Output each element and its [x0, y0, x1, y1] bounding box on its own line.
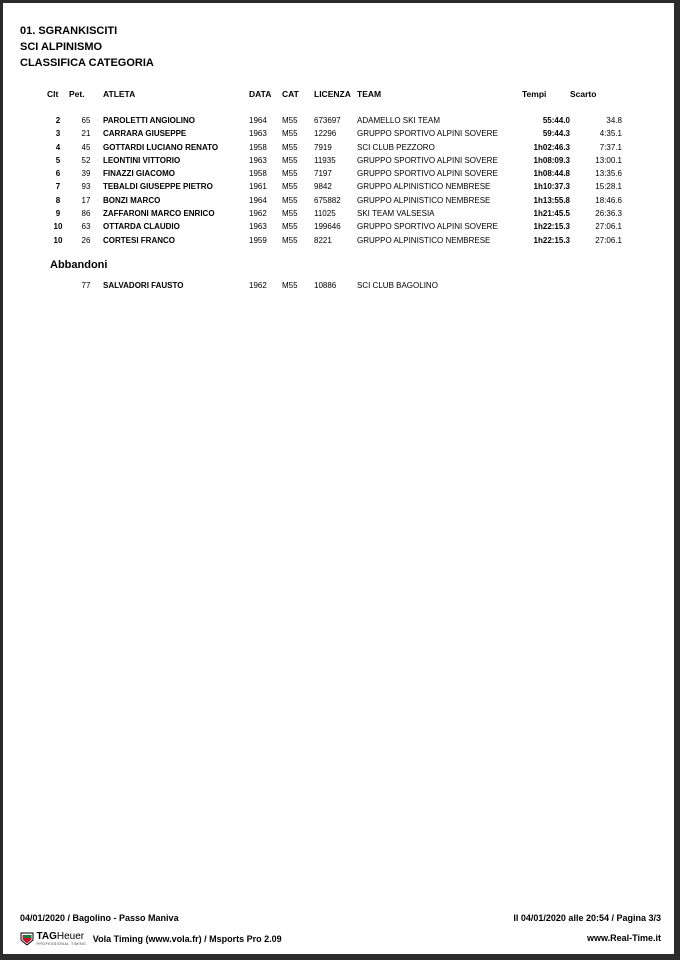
cell-team: GRUPPO ALPINISTICO NEMBRESE [357, 182, 491, 192]
cell-tempi: 1h08:44.8 [533, 169, 570, 179]
cell-scarto: 13:00.1 [595, 155, 622, 165]
cell-licenza: 12296 [314, 129, 337, 139]
cell-data: 1961 [249, 182, 267, 192]
footer-line-2 [20, 931, 661, 946]
cell-tempi: 1h13:55.8 [533, 195, 570, 205]
col-header-clt: Clt [47, 89, 59, 99]
cell-tempi: 1h21:45.5 [533, 209, 570, 219]
results-page [3, 3, 674, 954]
cell-scarto: 13:35.6 [595, 169, 622, 179]
cell-pet: 86 [81, 209, 91, 219]
cell-clt: 4 [55, 142, 61, 152]
tagheuer-logo [20, 931, 86, 946]
cell-data: 1963 [249, 222, 267, 232]
col-header-atleta: ATLETA [103, 89, 136, 99]
cell-tempi: 1h08:09.3 [533, 155, 570, 165]
cell-atleta: OTTARDA CLAUDIO [103, 222, 180, 232]
cell-cat: M55 [282, 195, 298, 205]
col-header-tempi: Tempi [522, 89, 547, 99]
cell-team: SKI TEAM VALSESIA [357, 209, 435, 219]
cell-scarto: 18:46.6 [595, 195, 622, 205]
cell-team: GRUPPO SPORTIVO ALPINI SOVERE [357, 222, 498, 232]
cell-cat: M55 [282, 209, 298, 219]
cell-licenza: 10886 [314, 280, 337, 290]
cell-clt: 9 [55, 209, 61, 219]
cell-tempi: 1h22:15.3 [533, 235, 570, 245]
cell-licenza: 675882 [314, 195, 341, 205]
table-row [47, 127, 622, 140]
cell-clt: 10 [53, 222, 63, 232]
cell-atleta: FINAZZI GIACOMO [103, 169, 175, 179]
footer-timestamp-page: Il 04/01/2020 alle 20:54 / Pagina 3/3 [513, 913, 661, 923]
cell-pet: 93 [81, 182, 91, 192]
cell-pet: 52 [81, 155, 91, 165]
table-row [47, 180, 622, 193]
footer-line-1 [20, 913, 661, 923]
col-header-team: TEAM [357, 89, 382, 99]
table-row [47, 194, 622, 207]
cell-pet: 26 [81, 235, 91, 245]
col-header-pet: Pet. [69, 89, 85, 99]
logo-heuer-text: Heuer [56, 931, 85, 942]
col-header-data: DATA [249, 89, 272, 99]
cell-data: 1962 [249, 280, 267, 290]
cell-scarto: 7:37.1 [599, 142, 622, 152]
cell-tempi: 59:44.3 [542, 129, 570, 139]
cell-atleta: CARRARA GIUSEPPE [103, 129, 187, 139]
cell-scarto: 34.8 [606, 116, 622, 125]
col-header-licenza: LICENZA [314, 89, 351, 99]
cell-scarto: 27:06.1 [595, 222, 622, 232]
logo-tag-text: TAG [36, 931, 57, 942]
cell-cat: M55 [282, 142, 298, 152]
abbandoni-row [47, 278, 522, 292]
cell-team: GRUPPO ALPINISTICO NEMBRESE [357, 195, 491, 205]
cell-data: 1959 [249, 235, 267, 245]
cell-tempi: 1h02:46.3 [533, 142, 570, 152]
cell-clt: 10 [53, 235, 63, 245]
cell-licenza: 11935 [314, 155, 336, 165]
table-row [47, 220, 622, 233]
cell-data: 1963 [249, 129, 267, 139]
cell-pet: 63 [81, 222, 91, 232]
footer-website: www.Real-Time.it [586, 933, 661, 943]
table-row [47, 154, 622, 167]
cell-team: GRUPPO ALPINISTICO NEMBRESE [357, 235, 491, 245]
logo-subtitle: PROFESSIONAL TIMING [36, 942, 87, 946]
cell-atleta: BONZI MARCO [103, 195, 161, 205]
cell-empty [47, 278, 69, 292]
footer-software: Vola Timing (www.vola.fr) / Msports Pro 2.09 [92, 933, 282, 944]
cell-clt: 5 [55, 155, 61, 165]
cell-atleta: LEONTINI VITTORIO [103, 155, 181, 165]
event-title: 01. SGRANKISCITI [20, 25, 118, 37]
cell-cat: M55 [282, 280, 298, 290]
abbandoni-title: Abbandoni [50, 259, 108, 271]
footer-date-location: 04/01/2020 / Bagolino - Passo Maniva [20, 913, 179, 923]
table-row [47, 234, 622, 247]
cell-licenza: 7919 [314, 142, 332, 152]
cell-scarto: 15:28.1 [595, 182, 622, 192]
cell-scarto: 26:36.3 [595, 209, 622, 219]
cell-team: GRUPPO SPORTIVO ALPINI SOVERE [357, 169, 498, 179]
cell-pet: 45 [81, 142, 91, 152]
cell-atleta: SALVADORI FAUSTO [103, 280, 184, 290]
cell-clt: 6 [55, 169, 61, 179]
table-row [47, 207, 622, 220]
cell-clt: 3 [55, 129, 61, 139]
cell-clt: 2 [55, 116, 61, 125]
col-header-cat: CAT [282, 89, 299, 99]
discipline-title: SCI ALPINISMO [20, 41, 103, 53]
document-header [20, 23, 154, 71]
cell-pet: 39 [81, 169, 91, 179]
cell-data: 1958 [249, 142, 267, 152]
cell-cat: M55 [282, 222, 298, 232]
col-header-scarto: Scarto [570, 89, 597, 99]
cell-cat: M55 [282, 155, 298, 165]
cell-pet: 65 [81, 116, 91, 125]
cell-data: 1964 [249, 116, 267, 125]
cell-pet: 17 [81, 195, 91, 205]
table-row [47, 167, 622, 180]
cell-licenza: 8221 [314, 235, 332, 245]
cell-team: SCI CLUB BAGOLINO [357, 280, 438, 290]
cell-cat: M55 [282, 116, 298, 125]
cell-tempi: 1h10:37.3 [533, 182, 570, 192]
cell-licenza: 11025 [314, 209, 336, 219]
cell-cat: M55 [282, 182, 298, 192]
cell-atleta: PAROLETTI ANGIOLINO [103, 116, 195, 125]
table-row [47, 141, 622, 154]
cell-pet: 77 [81, 280, 91, 290]
cell-team: SCI CLUB PEZZORO [357, 142, 435, 152]
tagheuer-shield-icon [20, 932, 34, 946]
cell-team: ADAMELLO SKI TEAM [357, 116, 440, 125]
cell-data: 1964 [249, 195, 267, 205]
cell-licenza: 673697 [314, 116, 341, 125]
cell-clt: 7 [55, 182, 61, 192]
cell-atleta: TEBALDI GIUSEPPE PIETRO [103, 182, 213, 192]
table-row [47, 114, 622, 127]
cell-cat: M55 [282, 235, 298, 245]
cell-atleta: CORTESI FRANCO [103, 235, 175, 245]
abbandoni-table [47, 278, 522, 292]
cell-data: 1962 [249, 209, 267, 219]
cell-pet: 21 [81, 129, 91, 139]
results-table [47, 89, 622, 247]
cell-data: 1963 [249, 155, 267, 165]
cell-tempi: 55:44.0 [542, 116, 570, 125]
cell-licenza: 9842 [314, 182, 332, 192]
table-header-row [47, 89, 622, 105]
cell-cat: M55 [282, 129, 298, 139]
cell-cat: M55 [282, 169, 298, 179]
ranking-title: CLASSIFICA CATEGORIA [20, 57, 154, 69]
cell-data: 1958 [249, 169, 267, 179]
cell-tempi: 1h22:15.3 [533, 222, 570, 232]
cell-team: GRUPPO SPORTIVO ALPINI SOVERE [357, 129, 498, 139]
cell-scarto: 4:35.1 [599, 129, 622, 139]
cell-licenza: 7197 [314, 169, 332, 179]
cell-clt: 8 [55, 195, 61, 205]
cell-licenza: 199646 [314, 222, 341, 232]
cell-atleta: ZAFFARONI MARCO ENRICO [103, 209, 215, 219]
cell-scarto: 27:06.1 [595, 235, 622, 245]
cell-atleta: GOTTARDI LUCIANO RENATO [103, 142, 219, 152]
cell-team: GRUPPO SPORTIVO ALPINI SOVERE [357, 155, 498, 165]
